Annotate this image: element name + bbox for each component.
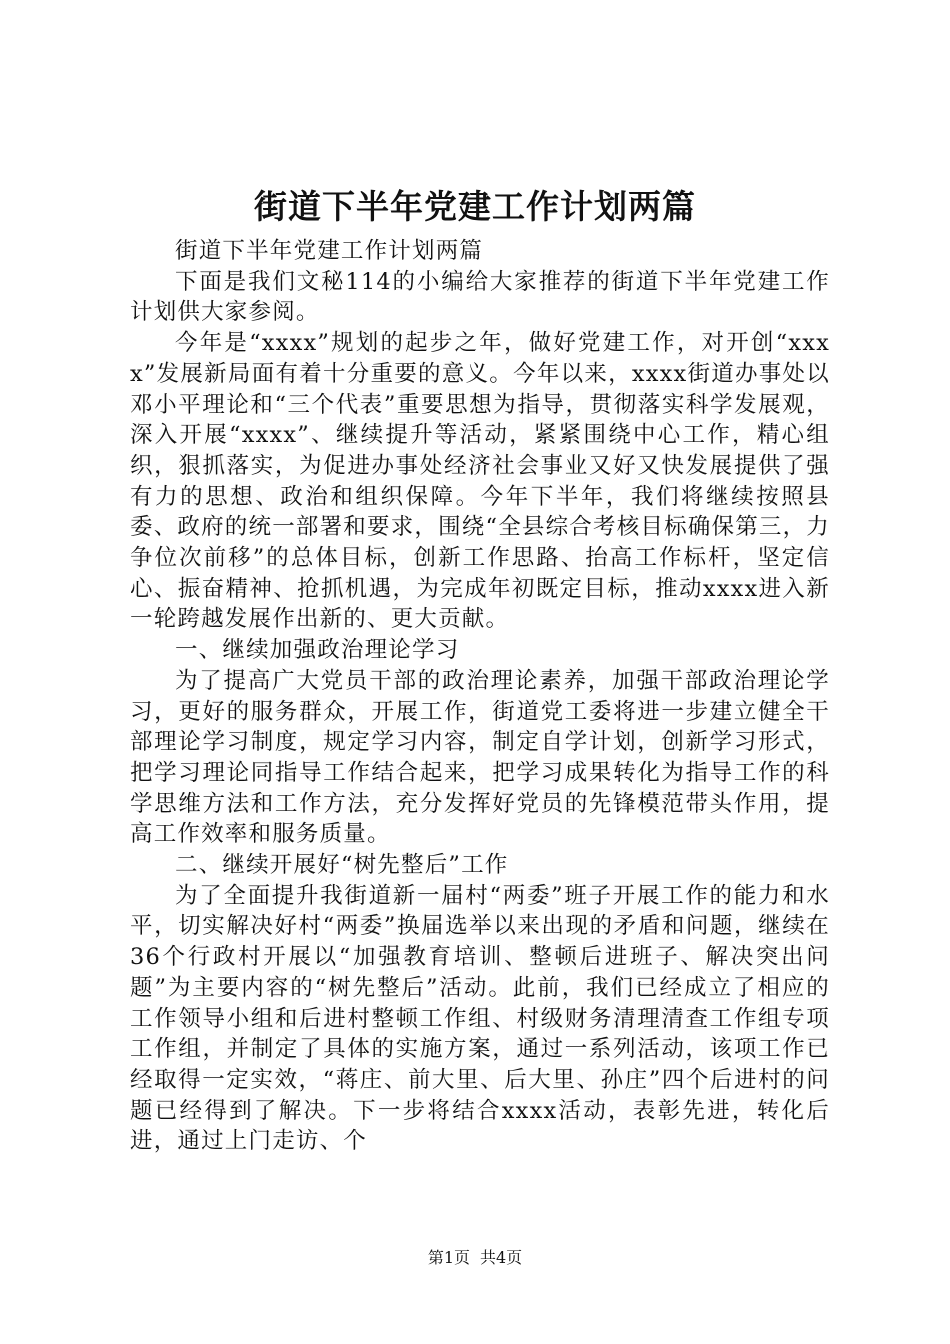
- paragraph-overview: 今年是“xxxx”规划的起步之年，做好党建工作，对开创“xxxx”发展新局面有着十分重要的意义。今年以来，xxxx街道办事处以邓小平理论和“三个代表”重要思想为指导，贯彻落实科学发展观，深入开展“xxxx”、继续提升等活动，紧紧围绕中心工作，精心组织，狠抓落实，为促进办事处经济社会事业又好又快发展提供了强有力的思想、政治和组织保障。今年下半年，我们将继续按照县委、政府的统一部署和要求，围绕“全县综合考核目标确保第三，力争位次前移”的总体目标，创新工作思路、抬高工作标杆，坚定信心、振奋精神、抢抓机遇，为完成年初既定目标，推动xxxx进入新一轮跨越发展作出新的、更大贡献。: [130, 330, 831, 633]
- document-title: 街道下半年党建工作计划两篇: [254, 187, 696, 226]
- section-heading-2: 二、继续开展好“树先整后”工作: [175, 852, 509, 879]
- document-body: [130, 236, 830, 1157]
- paragraph-section-1: 为了提高广大党员干部的政治理论素养，加强干部政治理论学习，更好的服务群众，开展工作，街道党工委将进一步建立健全干部理论学习制度，规定学习内容，制定自学计划，创新学习形式，把学习理论同指导工作结合起来，把学习成果转化为指导工作的科学思维方法和工作方法，充分发挥好党员的先锋模范带头作用，提高工作效率和服务质量。: [130, 667, 830, 848]
- section-heading-1: 一、继续加强政治理论学习: [175, 637, 460, 664]
- paragraph-intro: 下面是我们文秘114的小编给大家推荐的街道下半年党建工作计划供大家参阅。: [130, 268, 830, 326]
- paragraph-section-2: 为了全面提升我街道新一届村“两委”班子开展工作的能力和水平，切实解决好村“两委”换届选举以来出现的矛盾和问题，继续在36个行政村开展以“加强教育培训、整顿后进班子、解决突出问题”为主要内容的“树先整后”活动。此前，我们已经成立了相应的工作领导小组和后进村整顿工作组、村级财务清理清查工作组专项工作组，并制定了具体的实施方案，通过一系列活动，该项工作已经取得一定实效，“蒋庄、前大里、后大里、孙庄”四个后进村的问题已经得到了解决。下一步将结合xxxx活动，表彰先进，转化后进，通过上门走访、个: [130, 882, 830, 1155]
- page-count: 共4页: [480, 1248, 523, 1267]
- page-footer: [0, 1247, 950, 1269]
- paragraph-subtitle: 街道下半年党建工作计划两篇: [175, 238, 484, 264]
- page-number: 第1页: [427, 1248, 470, 1267]
